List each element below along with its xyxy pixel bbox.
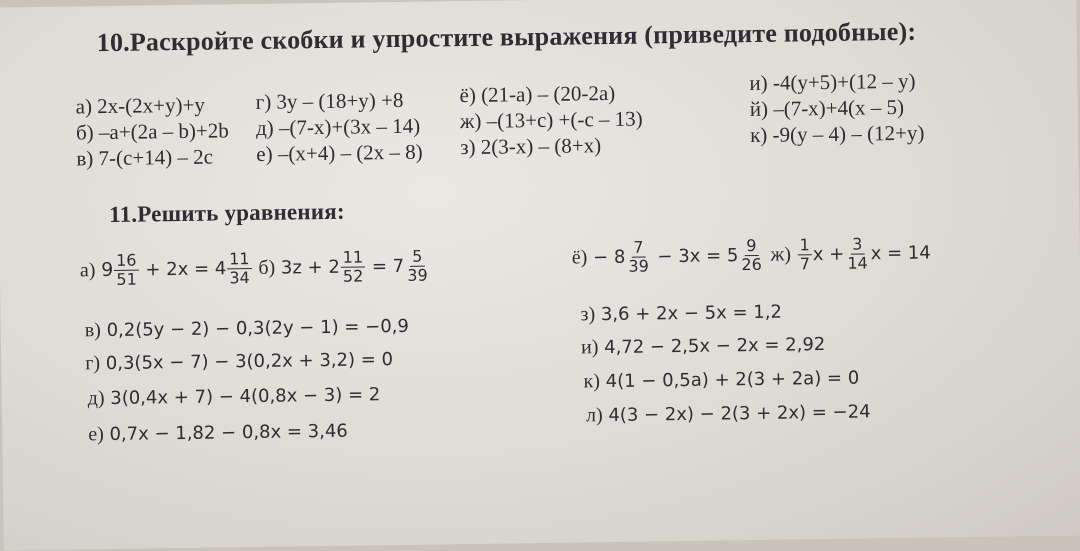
fraction-denominator: 39	[407, 265, 428, 286]
equation-e-expression: 0,7x − 1,82 − 0,8x = 3,46	[109, 420, 348, 446]
equation-d	[88, 383, 381, 410]
equation-a	[80, 248, 431, 291]
equation-a-label: а)	[79, 259, 96, 282]
fraction-numerator: 3	[850, 235, 864, 255]
fraction-denominator: 7	[799, 254, 811, 274]
equation-yo-fraction-1	[626, 238, 651, 276]
task10-item-yo: ё) (21-a) – (20-2a)	[459, 80, 616, 108]
fraction-denominator: 14	[847, 253, 868, 274]
task10-item-iy: й) –(7-x)+4(x – 5)	[749, 94, 905, 122]
task10-item-d: д) –(7-x)+(3x – 14)	[255, 113, 421, 140]
equation-z-expression: 3,6 + 2x − 5x = 1,2	[600, 301, 783, 326]
equation-zh-middle: x +	[812, 243, 845, 266]
equation-a-whole: 9	[101, 258, 114, 282]
equation-a-fraction-1	[114, 252, 139, 290]
task10-item-g: г) 3y – (18+y) +8	[255, 87, 404, 114]
fraction-denominator: 52	[342, 266, 364, 287]
equation-z	[580, 301, 782, 327]
equation-e	[88, 420, 348, 447]
equation-yo	[572, 235, 931, 278]
equation-i-label: и)	[580, 336, 599, 359]
equation-yo-label: ё)	[571, 246, 588, 269]
equation-a-fraction-2	[227, 250, 252, 288]
fraction-numerator: 9	[744, 237, 758, 257]
equation-a-middle: + 2x = 4	[145, 258, 227, 281]
equation-l	[586, 400, 871, 427]
fraction-denominator: 34	[229, 268, 250, 288]
fraction-denominator: 39	[628, 256, 649, 277]
task10-item-a: а) 2x-(2x+y)+y	[75, 92, 206, 119]
equation-l-label: л)	[585, 404, 603, 427]
fraction-denominator: 26	[741, 255, 762, 275]
fraction-numerator: 7	[631, 239, 645, 259]
equation-zh-fraction-2	[845, 235, 870, 273]
task10-item-e: е) –(x+4) – (2x – 8)	[256, 139, 423, 166]
equation-zh-label: ж)	[770, 243, 792, 266]
equation-g	[85, 348, 393, 375]
fraction-numerator: 11	[227, 250, 252, 270]
equation-yo-fraction-2	[739, 237, 764, 275]
equation-b-fraction-1	[341, 248, 366, 286]
task10-item-k: к) -9(y – 4) – (12+y)	[749, 120, 925, 148]
task10-title: 10.Раскройте скобки и упростите выражения (приведите подобные):	[96, 16, 917, 58]
task11-title: 11.Решить уравнения:	[108, 198, 345, 228]
equation-i-expression: 4,72 − 2,5x − 2x = 2,92	[604, 334, 826, 359]
equation-b-right: = 7	[371, 255, 405, 278]
task10-item-v: в) 7-(c+14) – 2c	[76, 144, 214, 171]
equation-z-label: з)	[580, 303, 596, 326]
equation-b-fraction-2	[405, 248, 430, 286]
equation-d-expression: 3(0,4x + 7) − 4(0,8x − 3) = 2	[110, 384, 381, 410]
equation-yo-middle: − 3x = 5	[657, 245, 739, 268]
equation-zh-right: x = 14	[870, 242, 931, 265]
equation-g-label: г)	[85, 352, 101, 375]
fraction-numerator: 16	[114, 252, 139, 272]
equation-b-left: 3z + 2	[280, 256, 340, 279]
task10-item-zh: ж) –(13+c) +(-c – 13)	[459, 106, 643, 134]
equation-v	[85, 315, 409, 343]
equation-i	[581, 333, 826, 359]
equation-k-expression: 4(1 − 0,5a) + 2(3 + 2a) = 0	[605, 367, 860, 393]
task10-item-b: б) –a+(2a – b)+2b	[75, 118, 229, 145]
fraction-numerator: 11	[341, 248, 366, 268]
equation-e-label: е)	[88, 423, 104, 446]
equation-k-label: к)	[583, 370, 601, 393]
task10-item-i: и) -4(y+5)+(12 – y)	[749, 68, 916, 96]
equation-yo-left: − 8	[592, 246, 626, 269]
equation-b-label: б)	[258, 256, 276, 279]
equation-k	[583, 367, 859, 394]
equation-d-label: д)	[87, 387, 105, 410]
fraction-denominator: 51	[116, 270, 137, 290]
equation-zh-fraction-1	[797, 236, 812, 274]
fraction-numerator: 1	[797, 236, 811, 256]
task10-item-z: з) 2(3-x) – (8+x)	[460, 133, 602, 160]
equation-v-label: в)	[84, 319, 102, 342]
equation-g-expression: 0,3(5x − 7) − 3(0,2x + 3,2) = 0	[105, 349, 394, 375]
fraction-numerator: 5	[410, 248, 424, 268]
equation-v-expression: 0,2(5y − 2) − 0,3(2y − 1) = −0,9	[106, 315, 410, 342]
equation-l-expression: 4(3 − 2x) − 2(3 + 2x) = −24	[608, 401, 871, 427]
